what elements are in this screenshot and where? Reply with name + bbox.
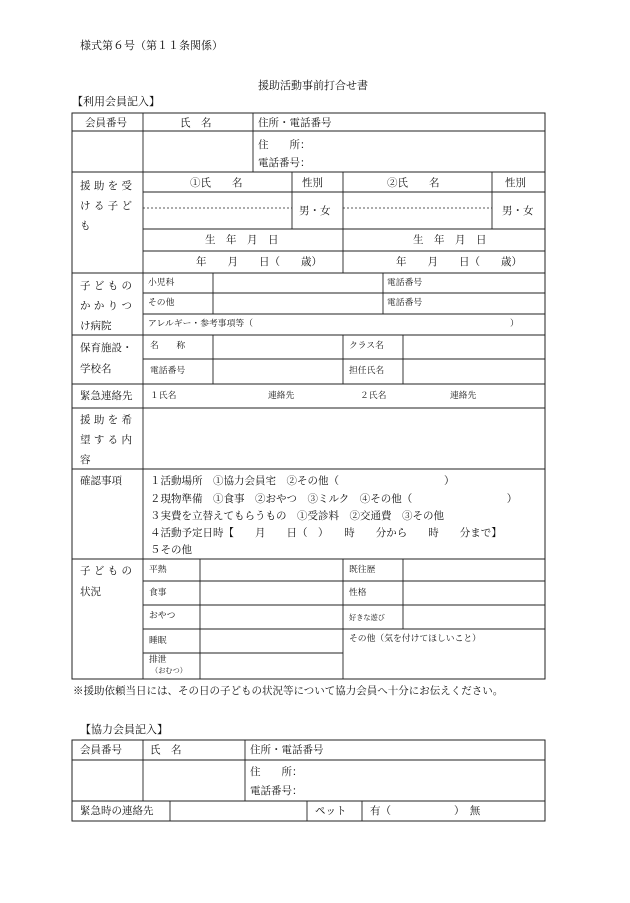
child1-name-label: ①氏 名 — [190, 177, 243, 189]
pediatrics-label: 小児科 — [148, 278, 175, 288]
meal-label: 食事 — [149, 588, 167, 598]
child2-birth-label: 生 年 月 日 — [413, 234, 487, 246]
emergency-name1-label: １氏名 — [150, 391, 177, 401]
child1-sex-label: 性別 — [302, 177, 323, 189]
clinic-label-line1: 子 ど も の — [80, 280, 133, 292]
request-label-line2: 望 す る 内 — [80, 434, 133, 446]
document-title: 援助活動事前打合せ書 — [258, 79, 368, 92]
emergency-contact2-label: 連絡先 — [450, 391, 477, 401]
helper-phone-field[interactable]: 電話番号： — [250, 785, 303, 797]
emergency-name2-label: ２氏名 — [360, 391, 387, 401]
confirm-item-4: ４活動予定日時【 月 日（ ） 時 分から 時 分まで】 — [150, 527, 502, 539]
confirm-item-5: ５その他 — [150, 544, 192, 556]
section1-heading: 【利用会員記入】 — [72, 95, 160, 108]
member-number-label: 会員番号 — [85, 117, 127, 129]
medical-history-label: 既往歴 — [349, 565, 376, 575]
snack-label: おやつ — [149, 611, 176, 621]
class-name-label: クラス名 — [349, 341, 384, 351]
child-label-line3: も — [80, 220, 91, 232]
helper-emergency-label: 緊急時の連絡先 — [80, 805, 154, 817]
status-label-line1: 子 ど も の — [80, 565, 133, 577]
child2-sex-select[interactable]: 男・女 — [502, 205, 534, 217]
clinic-label-line3: け病院 — [80, 320, 112, 332]
school-label-line1: 保育施設・ — [80, 342, 133, 354]
confirm-item-2: ２現物準備 ①食事 ②おやつ ③ミルク ④その他（ ） — [150, 493, 518, 505]
school-label-line2: 学校名 — [80, 363, 112, 375]
personality-label: 性格 — [349, 588, 367, 598]
helper-name-label: 氏 名 — [150, 744, 182, 756]
form-number: 様式第６号（第１１条関係） — [80, 39, 223, 52]
clinic-label-line2: か か り つ — [80, 300, 133, 312]
other-note-label: その他（気を付けてほしいこと） — [349, 634, 481, 644]
child2-sex-label: 性別 — [505, 177, 526, 189]
confirm-item-3: ３実費を立替えてもらうもの ①受診料 ②交通費 ③その他 — [150, 510, 444, 522]
child1-birth-label: 生 年 月 日 — [205, 234, 279, 246]
favorite-play-label: 好きな遊び — [349, 613, 385, 622]
status-label-line2: 状況 — [80, 586, 101, 598]
address-field[interactable]: 住 所： — [258, 139, 311, 151]
teacher-label: 担任氏名 — [349, 366, 385, 376]
notice-text: ※援助依頼当日には、その日の子どもの状況等について協力会員へ十分にお伝えください。 — [73, 685, 504, 697]
diaper-label: （おむつ） — [151, 666, 187, 675]
child-label-line1: 援 助 を 受 — [80, 180, 133, 192]
name-label: 氏 名 — [180, 117, 212, 129]
helper-address-phone-label: 住所・電話番号 — [250, 744, 324, 756]
pediatrics-phone-label: 電話番号 — [387, 278, 423, 288]
allergy-close-paren: ） — [510, 319, 519, 329]
request-label-line1: 援 助 を 希 — [80, 414, 133, 426]
school-name-label: 名 称 — [150, 341, 186, 351]
school-phone-label: 電話番号 — [150, 366, 186, 376]
other-clinic-phone-label: 電話番号 — [387, 298, 423, 308]
confirm-label: 確認事項 — [80, 475, 122, 487]
other-clinic-label: その他 — [148, 298, 175, 308]
address-phone-label: 住所・電話番号 — [258, 117, 332, 129]
temperature-label: 平熱 — [149, 565, 167, 575]
allergy-label: アレルギー・参考事項等（ — [148, 319, 253, 329]
helper-address-field[interactable]: 住 所： — [250, 766, 303, 778]
pet-choice[interactable]: 有（ ） 無 — [370, 805, 481, 817]
helper-member-number-label: 会員番号 — [80, 744, 122, 756]
sleep-label: 睡眠 — [149, 636, 167, 646]
emergency-contact1-label: 連絡先 — [268, 391, 295, 401]
pet-label: ペット — [315, 805, 347, 817]
child2-name-label: ②氏 名 — [387, 177, 440, 189]
confirm-item-1: １活動場所 ①協力会員宅 ②その他（ ） — [150, 475, 455, 487]
child2-age-field[interactable]: 年 月 日（ 歳） — [396, 256, 522, 268]
child1-sex-select[interactable]: 男・女 — [299, 205, 331, 217]
phone-field[interactable]: 電話番号： — [258, 157, 311, 169]
excretion-label: 排泄 — [149, 655, 167, 665]
request-label-line3: 容 — [80, 454, 91, 466]
child1-age-field[interactable]: 年 月 日（ 歳） — [196, 256, 322, 268]
emergency-contact-label: 緊急連絡先 — [80, 390, 133, 402]
section2-heading: 【協力会員記入】 — [80, 723, 168, 736]
child-label-line2: け る 子 ど — [80, 200, 133, 212]
